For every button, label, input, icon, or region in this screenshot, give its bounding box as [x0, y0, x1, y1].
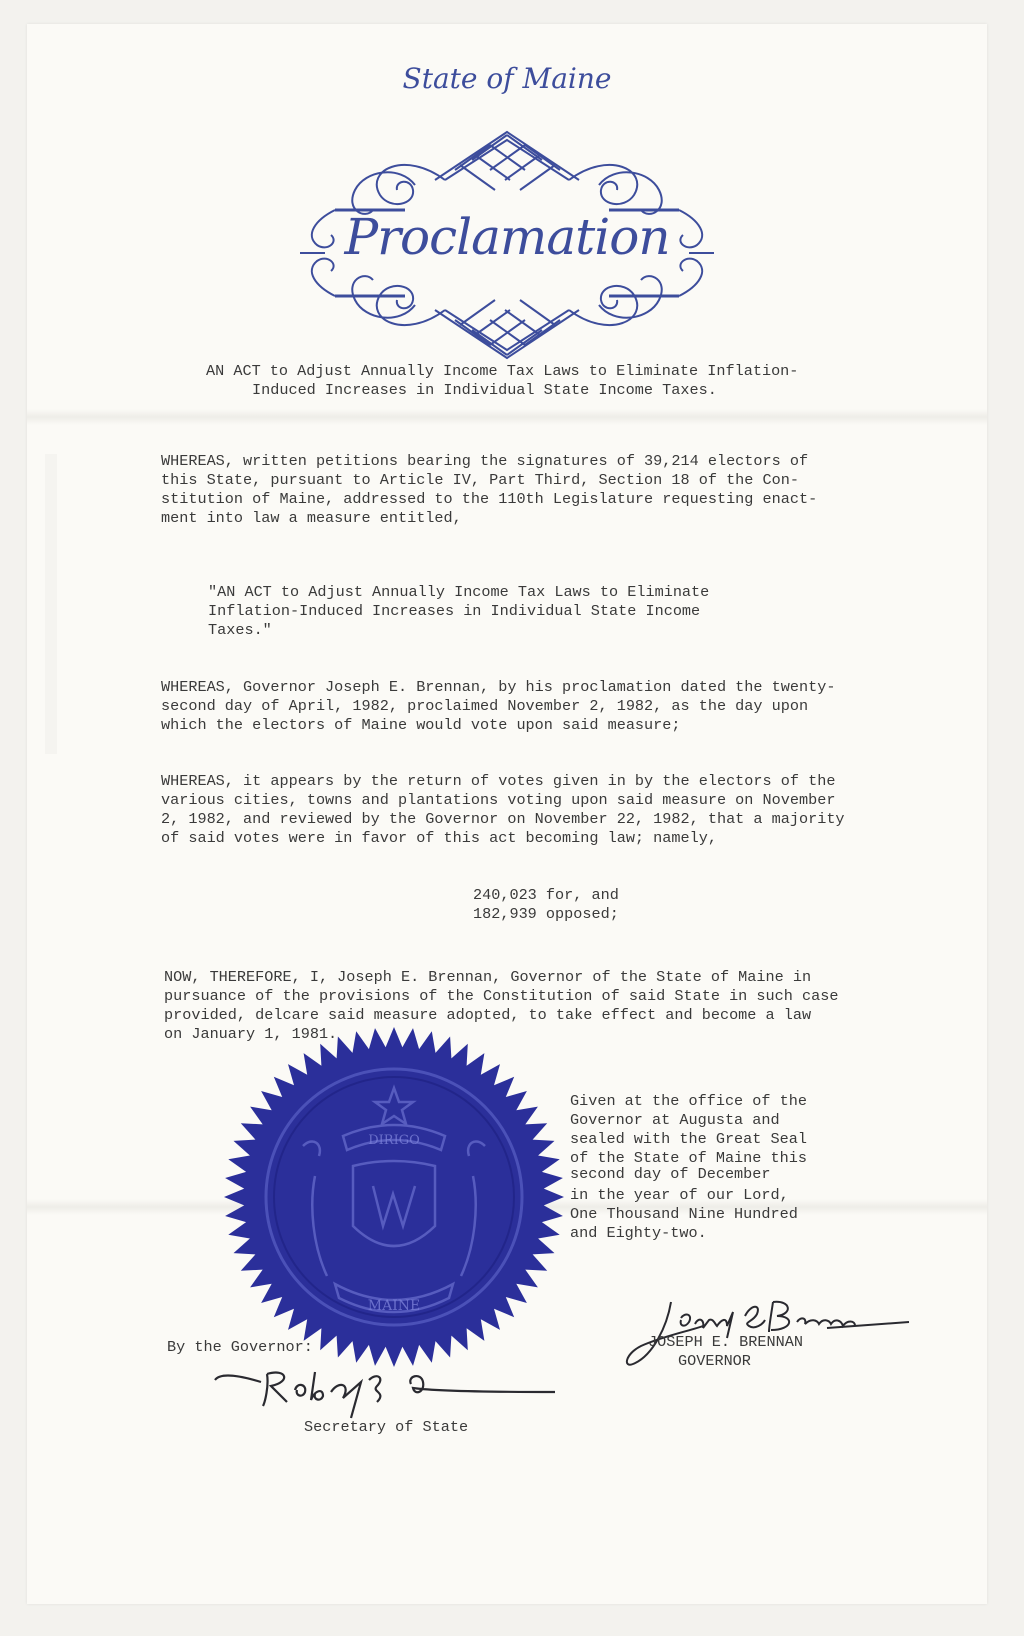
great-seal — [223, 1026, 565, 1368]
given-line: Given at the office of the — [570, 1092, 807, 1110]
given-line: Governor at Augusta and — [570, 1111, 780, 1129]
seal-banner-text: DIRIGO — [368, 1133, 420, 1148]
quoted-act-line: Taxes." — [208, 621, 272, 639]
whereas-governor-line: second day of April, 1982, proclaimed November 2, 1982, as the day upon — [161, 697, 809, 715]
whereas-governor-line: WHEREAS, Governor Joseph E. Brennan, by his proclamation dated the twenty- — [161, 678, 836, 696]
whereas-votes-line: of said votes were in favor of this act becoming law; namely, — [161, 829, 717, 847]
bleed-through — [45, 454, 57, 754]
whereas-votes-line: 2, 1982, and reviewed by the Governor on November 22, 1982, that a majority — [161, 810, 845, 828]
secretary-signature — [211, 1362, 571, 1422]
whereas-petitions-line: this State, pursuant to Article IV, Part Third, Section 18 of the Con- — [161, 471, 799, 489]
votes-opposed: 182,939 opposed; — [473, 905, 619, 923]
given-line: and Eighty-two. — [570, 1224, 707, 1242]
given-line: in the year of our Lord, — [570, 1186, 789, 1204]
secretary-title: Secretary of State — [304, 1418, 469, 1436]
therefore-line: provided, delcare said measure adopted, to take effect and become a law — [164, 1006, 812, 1024]
therefore-line: NOW, THEREFORE, I, Joseph E. Brennan, Governor of the State of Maine in — [164, 968, 812, 986]
page-fold — [27, 409, 987, 425]
quoted-act-line: "AN ACT to Adjust Annually Income Tax Laws to Eliminate — [208, 583, 710, 601]
seal-starburst-icon — [223, 1026, 565, 1368]
proclamation-ornament — [295, 110, 719, 370]
by-the-governor-label: By the Governor: — [167, 1338, 313, 1356]
whereas-petitions-line: WHEREAS, written petitions bearing the signatures of 39,214 electors of — [161, 452, 809, 470]
therefore-line: on January 1, 1981. — [164, 1025, 338, 1043]
whereas-petitions-line: ment into law a measure entitled, — [161, 509, 462, 527]
proclamation-title: Proclamation — [344, 208, 670, 266]
governor-title: GOVERNOR — [678, 1352, 751, 1370]
given-line: of the State of Maine this — [570, 1149, 807, 1167]
votes-for: 240,023 for, and — [473, 886, 619, 904]
whereas-votes-line: various cities, towns and plantations voting upon said measure on November — [161, 791, 836, 809]
act-title-line-2: Induced Increases in Individual State Income Taxes. — [252, 381, 717, 399]
whereas-governor-line: which the electors of Maine would vote upon said measure; — [161, 716, 681, 734]
document-page — [27, 24, 987, 1604]
given-line: second day of December — [570, 1165, 771, 1183]
seal-bottom-text: MAINE — [367, 1298, 421, 1314]
act-title-line-1: AN ACT to Adjust Annually Income Tax Laws to Eliminate Inflation- — [206, 362, 799, 380]
governor-name: JOSEPH E. BRENNAN — [648, 1333, 803, 1351]
whereas-petitions-line: stitution of Maine, addressed to the 110th Legislature requesting enact- — [161, 490, 818, 508]
given-line: sealed with the Great Seal — [570, 1130, 807, 1148]
whereas-votes-line: WHEREAS, it appears by the return of votes given in by the electors of the — [161, 772, 836, 790]
quoted-act-line: Inflation-Induced Increases in Individual State Income — [208, 602, 701, 620]
given-line: One Thousand Nine Hundred — [570, 1205, 798, 1223]
state-heading: State of Maine — [402, 62, 612, 95]
therefore-line: pursuance of the provisions of the Constitution of said State in such case — [164, 987, 839, 1005]
